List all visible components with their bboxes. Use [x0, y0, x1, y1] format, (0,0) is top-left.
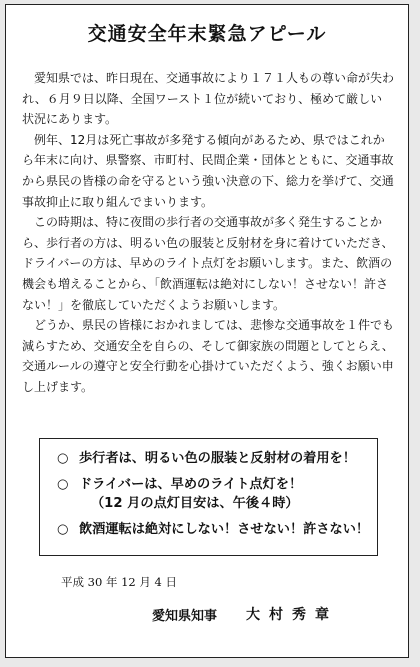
document-body	[22, 68, 394, 398]
circle-bullet-icon: ○	[57, 476, 69, 492]
appeal-item	[57, 475, 377, 514]
body-paragraph: 愛知県では、昨日現在、交通事故により１７１人もの尊い命が失われ、６月９日以降、全国ワースト１位が続いており、極めて厳しい状況にあります。	[22, 71, 395, 127]
appeal-box	[39, 438, 378, 556]
circle-bullet-icon: ○	[57, 521, 69, 537]
body-paragraph: どうか、県民の皆様におかれましては、悲惨な交通事故を１件でも減らすため、交通安全を自らの、そして御家族の問題としてとらえ、交通ルールの遵守と安全行動を心掛けていただくよう、強くお願い申し上げます。	[22, 318, 395, 394]
document-date: 平成 30 年 12 月 4 日	[61, 575, 178, 589]
appeal-text: 歩行者は、明るい色の服装と反射材の着用を！	[79, 451, 356, 466]
appeal-subtext: （12 月の点灯目安は、午後４時）	[91, 496, 299, 511]
appeal-text: 飲酒運転は絶対にしない！させない！許さない！	[79, 521, 370, 537]
body-paragraph: 例年、12月は死亡事故が多発する傾向があるため、県ではこれから年末に向け、県警察、市町村、民間企業・団体とともに、交通事故から県民の皆様の命を守るという強い決意の下、総力を挙げて、交通事故抑止に取り組んでまいります。	[22, 132, 394, 209]
signer-name: 大村秀章	[246, 607, 338, 623]
body-paragraph: この時期は、特に夜間の歩行者の交通事故が多く発生することから、歩行者の方は、明るい色の服装と反射材を身に着けていただき、ドライバーの方は、早めのライト点灯をお願いします。また、飲酒の機会も増えることから、「飲酒運転は絶対にしない！させない！許さない！」を徹底していただくようお願いします。	[22, 215, 394, 312]
appeal-document	[5, 4, 409, 658]
appeal-item	[57, 520, 377, 540]
appeal-text: ドライバーは、早めのライト点灯を！	[79, 476, 303, 492]
circle-bullet-icon: ○	[57, 451, 69, 466]
appeal-item	[57, 449, 377, 469]
signer-title: 愛知県知事	[152, 609, 218, 624]
document-title: 交通安全年末緊急アピール	[87, 23, 327, 45]
